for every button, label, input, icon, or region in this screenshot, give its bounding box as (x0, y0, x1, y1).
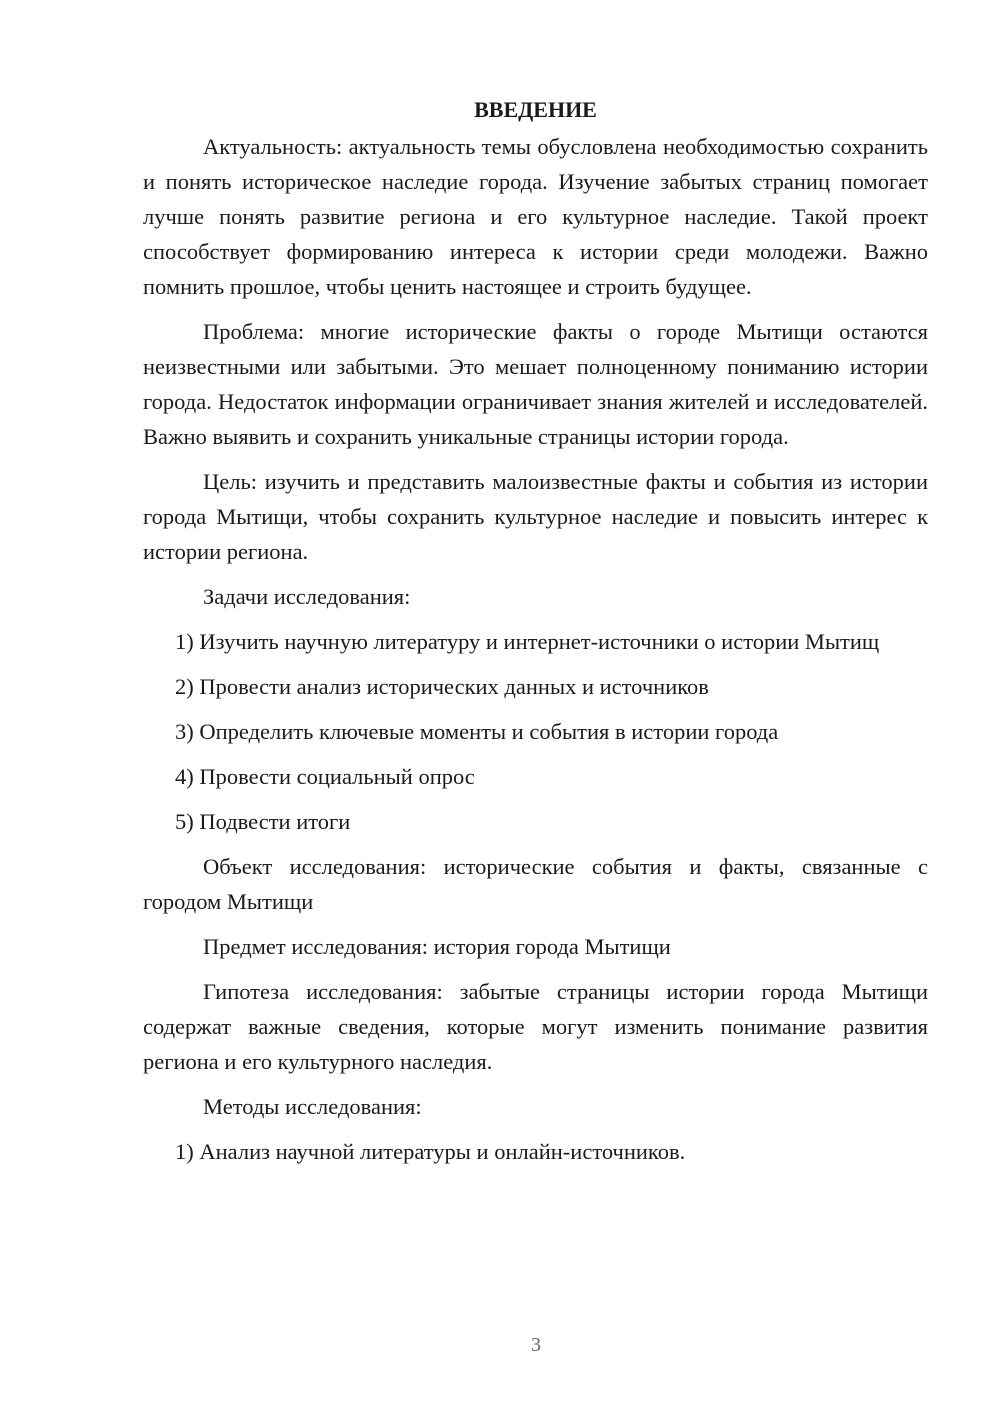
task-item-4: 4) Провести социальный опрос (175, 764, 475, 789)
paragraph-problem: Проблема: многие исторические факты о городе Мытищи остаются неизвестными или забытыми. Это мешает полноценному пониманию истории города. Недостаток информации ограничивает знания жителей и исследователей. Важно выявить и сохранить уникальные страницы истории города. (143, 319, 928, 449)
task-item-5: 5) Подвести итоги (175, 809, 351, 834)
tasks-heading: Задачи исследования: (203, 584, 411, 609)
task-item-1: 1) Изучить научную литературу и интернет-источники о истории Мытищ (175, 629, 880, 654)
paragraph-relevance: Актуальность: актуальность темы обусловлена необходимостью сохранить и понять историческое наследие города. Изучение забытых страниц помогает лучше понять развитие региона и его культурное наследие. Такой проект способствует формированию интереса к истории среди молодежи. Важно помнить прошлое, чтобы ценить настоящее и строить будущее. (143, 134, 928, 299)
paragraph-subject: Предмет исследования: история города Мытищи (203, 934, 671, 959)
paragraph-hypothesis: Гипотеза исследования: забытые страницы истории города Мытищи содержат важные сведения, которые могут изменить понимание развития региона и его культурного наследия. (143, 979, 928, 1074)
paragraph-object: Объект исследования: исторические события и факты, связанные с городом Мытищи (143, 854, 928, 914)
page-content (143, 92, 928, 1179)
page-heading: ВВЕДЕНИЕ (474, 97, 597, 122)
page-number: 3 (531, 1334, 541, 1356)
paragraph-goal: Цель: изучить и представить малоизвестные факты и события из истории города Мытищи, чтобы сохранить культурное наследие и повысить интерес к истории региона. (143, 469, 928, 564)
task-item-2: 2) Провести анализ исторических данных и источников (175, 674, 709, 699)
task-item-3: 3) Определить ключевые моменты и события в истории города (175, 719, 779, 744)
methods-heading: Методы исследования: (203, 1094, 422, 1119)
method-item-1: 1) Анализ научной литературы и онлайн-источников. (175, 1139, 686, 1164)
